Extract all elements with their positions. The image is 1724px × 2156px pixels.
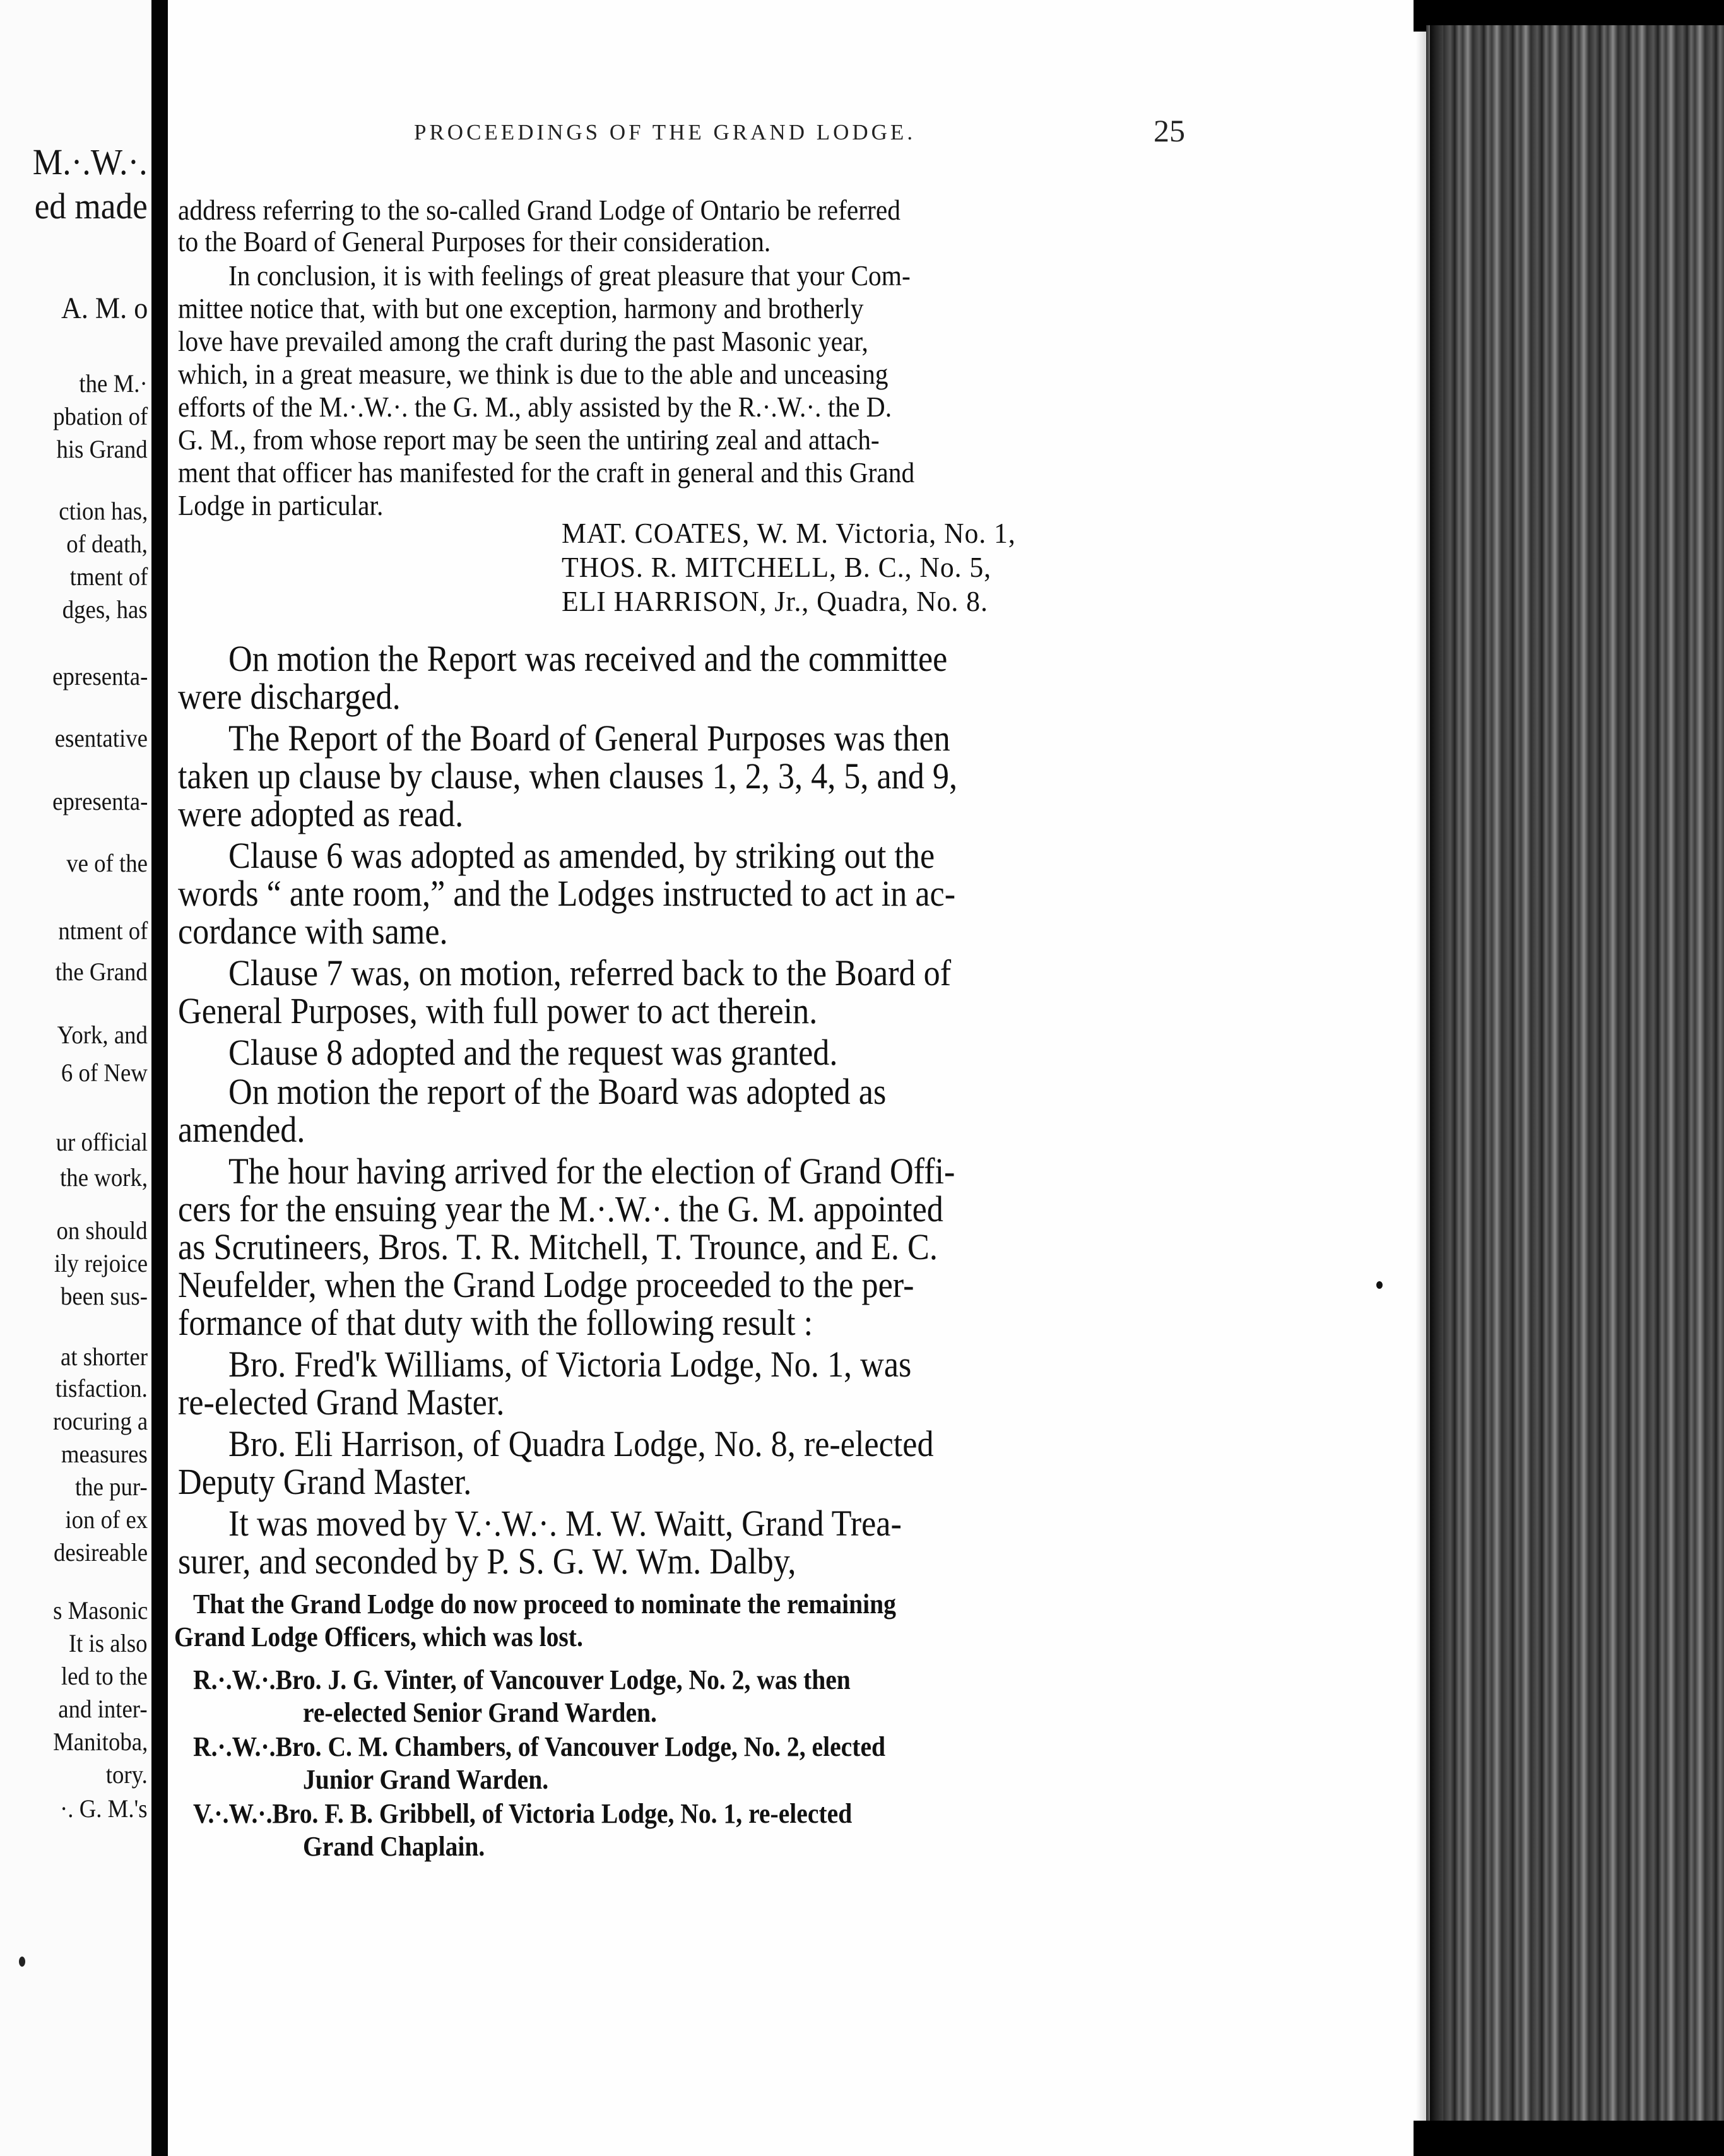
left-page-line: tisfaction.	[55, 1374, 148, 1402]
body-line: cers for the ensuing year the M.·.W.·. the G. M. appointed	[178, 1188, 943, 1229]
report-line: mittee notice that, with but one exception, harmony and brotherly	[178, 292, 864, 324]
left-page-line: ily rejoice	[54, 1249, 148, 1277]
left-page-line: dges, has	[62, 595, 148, 624]
body-line: General Purposes, with full power to act therein.	[178, 990, 818, 1031]
left-page-line: ur official	[56, 1128, 148, 1156]
left-page-line: measures	[61, 1440, 148, 1468]
left-page-line: ion of ex	[65, 1505, 148, 1534]
left-page-line: ·. G. M.'s	[60, 1794, 148, 1823]
report-line: address referring to the so-called Grand Lodge of Ontario be referred	[178, 194, 900, 226]
left-page-line: ed made	[34, 186, 148, 227]
report-line: love have prevailed among the craft during the past Masonic year,	[178, 325, 868, 357]
body-line: as Scrutineers, Bros. T. R. Mitchell, T. Trounce, and E. C.	[178, 1226, 938, 1267]
page-edge-shadow	[1416, 0, 1426, 2156]
resolution-line: Grand Chaplain.	[303, 1831, 485, 1862]
left-page-line: ve of the	[66, 849, 148, 877]
left-page-line: epresenta-	[52, 662, 148, 690]
left-page-line: on should	[56, 1216, 148, 1245]
scan-background	[1414, 2121, 1724, 2156]
body-line: On motion the Report was received and the committee	[228, 638, 948, 679]
body-line: words “ ante room,” and the Lodges instructed to act in ac-	[178, 873, 956, 914]
left-page-line: the Grand	[55, 957, 148, 986]
body-line: amended.	[178, 1109, 305, 1150]
left-facing-page-fragment	[0, 0, 151, 2156]
left-page-line: at shorter	[61, 1342, 148, 1371]
report-line: In conclusion, it is with feelings of great pleasure that your Com-	[228, 259, 911, 292]
left-page-line: esentative	[54, 724, 148, 752]
left-page-line: epresenta-	[52, 787, 148, 815]
left-page-line: his Grand	[56, 435, 148, 463]
body-line: Clause 8 adopted and the request was granted.	[228, 1032, 838, 1073]
left-page-line: M.·.W.·.	[33, 141, 148, 182]
report-line: which, in a great measure, we think is due to the able and unceasing	[178, 358, 889, 390]
body-line: surer, and seconded by P. S. G. W. Wm. Dalby,	[178, 1541, 796, 1582]
left-page-line: the work,	[60, 1163, 148, 1192]
left-page-line: York, and	[57, 1021, 148, 1049]
report-line: G. M., from whose report may be seen the untiring zeal and attach-	[178, 424, 880, 456]
left-page-line: Manitoba,	[52, 1727, 148, 1756]
body-line: formance of that duty with the following result :	[178, 1302, 813, 1343]
left-page-line: rocuring a	[52, 1407, 148, 1435]
left-page-line: 6 of New	[61, 1058, 148, 1087]
report-line: ment that officer has manifested for the craft in general and this Grand	[178, 456, 915, 489]
left-page-line: pbation of	[52, 402, 148, 430]
report-line: efforts of the M.·.W.·. the G. M., ably assisted by the R.·.W.·. the D.	[178, 391, 892, 423]
page-number: 25	[1154, 113, 1185, 148]
left-page-line: desireable	[53, 1538, 148, 1567]
ink-speck	[1376, 1281, 1383, 1289]
left-page-line: tory.	[105, 1760, 148, 1789]
main-page	[168, 0, 1426, 2156]
left-page-line: ction has,	[58, 497, 148, 525]
body-line: were adopted as read.	[178, 793, 464, 834]
book-page-edges	[1426, 25, 1724, 2127]
left-page-line: of death,	[66, 530, 148, 558]
body-line: Bro. Eli Harrison, of Quadra Lodge, No. 8, re-elected	[228, 1423, 934, 1464]
left-page-line: and inter-	[58, 1695, 148, 1723]
resolution-line: R.·.W.·.Bro. J. G. Vinter, of Vancouver Lodge, No. 2, was then	[193, 1664, 851, 1695]
body-line: Clause 6 was adopted as amended, by striking out the	[228, 835, 935, 876]
body-line: were discharged.	[178, 676, 401, 717]
body-line: On motion the report of the Board was adopted as	[228, 1071, 887, 1112]
resolution-line: Junior Grand Warden.	[303, 1764, 549, 1795]
report-line: Lodge in particular.	[178, 489, 384, 521]
body-line: taken up clause by clause, when clauses 1, 2, 3, 4, 5, and 9,	[178, 755, 958, 797]
left-page-line: A. M. o	[61, 292, 148, 325]
left-page-line: s Masonic	[52, 1596, 148, 1625]
body-line: Neufelder, when the Grand Lodge proceeded to the per-	[178, 1264, 914, 1305]
page-gutter	[151, 0, 168, 2156]
left-page-line: the M.·	[79, 369, 148, 398]
report-line: to the Board of General Purposes for their consideration.	[178, 225, 771, 258]
body-line: Clause 7 was, on motion, referred back to the Board of	[228, 952, 952, 993]
left-page-line: led to the	[61, 1662, 148, 1690]
left-page-line: It is also	[69, 1629, 148, 1657]
resolution-line: Grand Lodge Officers, which was lost.	[174, 1621, 583, 1652]
body-line: Deputy Grand Master.	[178, 1461, 472, 1502]
body-line: The hour having arrived for the election of Grand Offi-	[228, 1151, 955, 1192]
body-line: Bro. Fred'k Williams, of Victoria Lodge, No. 1, was	[228, 1344, 912, 1385]
ink-speck	[19, 1957, 25, 1967]
resolution-line: R.·.W.·.Bro. C. M. Chambers, of Vancouver Lodge, No. 2, elected	[193, 1731, 886, 1762]
signature-line: ELI HARRISON, Jr., Quadra, No. 8.	[562, 585, 988, 617]
left-page-line: the pur-	[75, 1472, 148, 1501]
body-line: It was moved by V.·.W.·. M. W. Waitt, Grand Trea-	[228, 1503, 902, 1544]
resolution-line: V.·.W.·.Bro. F. B. Gribbell, of Victoria Lodge, No. 1, re-elected	[193, 1798, 853, 1829]
signature-line: THOS. R. MITCHELL, B. C., No. 5,	[562, 551, 992, 583]
body-line: re-elected Grand Master.	[178, 1382, 505, 1423]
left-page-line: tment of	[69, 562, 148, 591]
resolution-line: That the Grand Lodge do now proceed to nominate the remaining	[193, 1589, 896, 1620]
book-edge-shadow	[1430, 25, 1443, 2127]
left-page-line: been sus-	[61, 1282, 148, 1310]
running-head: PROCEEDINGS OF THE GRAND LODGE.	[414, 120, 916, 145]
body-line: cordance with same.	[178, 911, 448, 952]
body-line: The Report of the Board of General Purposes was then	[228, 718, 950, 759]
left-page-line: ntment of	[57, 916, 148, 945]
signature-line: MAT. COATES, W. M. Victoria, No. 1,	[562, 517, 1016, 549]
resolution-line: re-elected Senior Grand Warden.	[303, 1697, 657, 1728]
